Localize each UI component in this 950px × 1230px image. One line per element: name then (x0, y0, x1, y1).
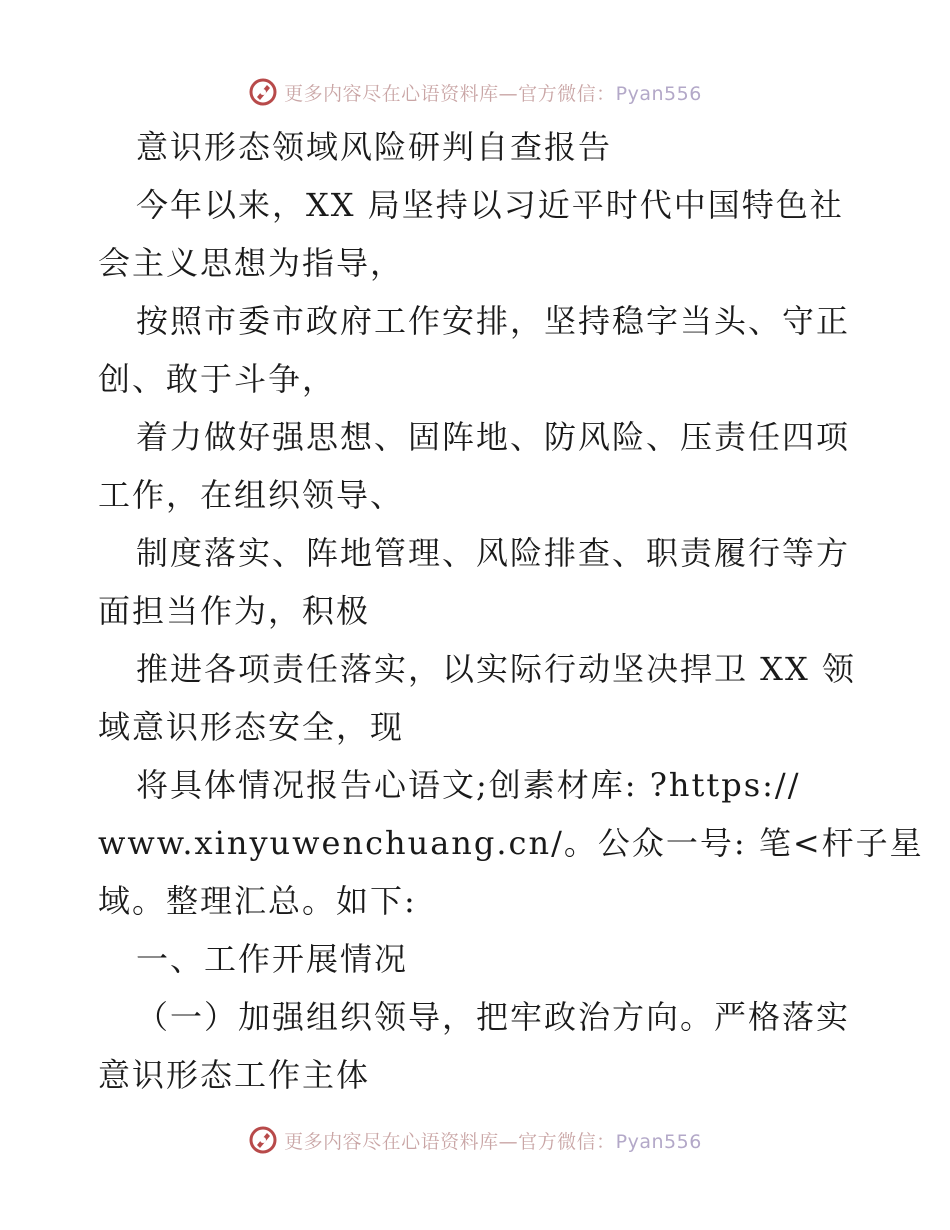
document-body (98, 118, 924, 1104)
watermark-text: 更多内容尽在心语资料库—官方微信：Pyan556 (284, 82, 702, 105)
text-line: 推进各项责任落实，以实际行动坚决捍卫 XX 领 (136, 650, 856, 688)
text-line: 域。整理汇总。如下: (98, 882, 417, 920)
text-line: 一、工作开展情况 (136, 940, 409, 978)
watermark-footer (0, 1120, 950, 1160)
text-line: 意识形态工作主体 (98, 1056, 371, 1094)
brand-logo-icon (248, 1125, 278, 1155)
text-line: 域意识形态安全，现 (98, 708, 405, 746)
watermark-id: Pyan556 (615, 82, 702, 105)
text-line: 着力做好强思想、固阵地、防风险、压责任四项 (136, 418, 851, 456)
text-line: 制度落实、阵地管理、风险排查、职责履行等方 (136, 534, 851, 572)
text-line: 将具体情况报告心语文;创素材库: ?https:// (136, 766, 801, 804)
text-line: 意识形态领域风险研判自查报告 (136, 128, 613, 166)
text-line: 面担当作为，积极 (98, 592, 371, 630)
watermark-id: Pyan556 (615, 1130, 702, 1153)
text-line: 按照市委市政府工作安排，坚持稳字当头、守正 (136, 302, 851, 340)
text-line: （一）加强组织领导，把牢政治方向。严格落实 (136, 998, 851, 1036)
text-line: 创、敢于斗争， (98, 360, 337, 398)
text-line: 工作，在组织领导、 (98, 476, 405, 514)
text-line: 今年以来，XX 局坚持以习近平时代中国特色社 (136, 186, 844, 224)
watermark-text: 更多内容尽在心语资料库—官方微信：Pyan556 (284, 1130, 702, 1153)
watermark-header (0, 72, 950, 112)
text-line: 会主义思想为指导， (98, 244, 405, 282)
brand-logo-icon (248, 77, 278, 107)
text-line: www.xinyuwenchuang.cn/。公众一号: 笔<杆子星 (98, 824, 924, 862)
